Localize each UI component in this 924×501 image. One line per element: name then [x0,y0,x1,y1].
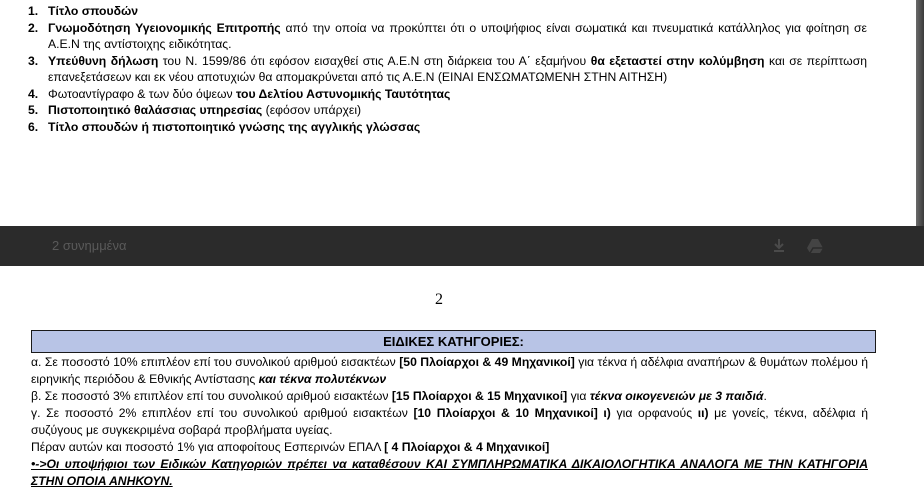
category-paragraph [31,405,868,439]
drive-icon[interactable] [806,237,824,255]
text-run: ιι) [697,406,709,420]
text-run: από την οποία να προκύπτει ότι ο υποψήφιος είναι σωματικά και πνευματικά κατάλληλος για φοίτηση σε Α.Ε.Ν της αντίστοιχης ειδικότητας. [48,20,867,51]
requirement-number: 1. [28,4,39,18]
text-run: [15 Πλοίαρχοι & 15 Μηχανικοί] [391,389,568,403]
text-run: Πιστοποιητικό θαλάσσιας υπηρεσίας [48,103,263,117]
text-run: Τίτλο σπουδών [48,4,139,18]
text-run: γ. Σε ποσοστό 2% επιπλέον επί του συνολικού αριθμού εισακτέων [31,406,414,420]
requirement-item [12,20,867,53]
requirement-number: 2. [28,20,39,35]
special-categories-header: ΕΙΔΙΚΕΣ ΚΑΤΗΓΟΡΙΕΣ: [31,330,876,353]
attachments-label[interactable]: 2 συνημμένα [52,238,127,253]
category-paragraph [31,456,868,490]
text-run: Φωτοαντίγραφο & των δύο όψεων [48,86,236,101]
requirements-list [12,3,867,135]
category-paragraph [31,354,868,388]
attachments-bar [0,226,924,266]
special-categories-body [31,354,868,490]
requirement-item [12,86,867,103]
requirement-number: 4. [28,86,39,101]
text-run: [10 Πλοίαρχοι & 10 Μηχανικοί] [413,406,598,420]
download-icon[interactable] [770,237,788,255]
text-run: και τέκνα πολυτέκνων [258,372,387,386]
text-run: του Ν. 1599/86 ότι εφόσον εισαχθεί στις Α.Ε.Ν στη διάρκεια του Α΄ εξαμήνου [158,53,591,68]
page-shadow [916,0,924,226]
text-run: Γνωμοδότηση Υγειονομικής Επιτροπής [48,20,281,35]
text-run: . [763,389,767,403]
requirement-item [12,102,867,119]
text-run: θα εξεταστεί στην κολύμβηση [590,53,765,68]
text-run: (εφόσον υπάρχει) [262,103,362,117]
text-run: για τέκνα ή αδέλφια αναπήρων & θυμάτων πολέμου ή ειρηνικής περιόδου & Εθνικής Αντίστασης [31,355,869,386]
text-run: •->Οι υποψήφιοι των Ειδικών Κατηγοριών πρέπει να καταθέσουν ΚΑΙ ΣΥΜΠΛΗΡΩΜΑΤΙΚΑ ΔΙΚΑΙΟΛΟΓΗΤΙΚΑ ΑΝΑΛΟΓΑ ΜΕ ΤΗΝ ΚΑΤΗΓΟΡΙΑ ΣΤΗΝ ΟΠΟΙΑ ΑΝΗΚΟΥΝ. [31,457,868,488]
text-run: [50 Πλοίαρχοι & 49 Μηχανικοί] [399,355,575,369]
text-run: για [567,389,590,403]
text-run: τέκνα οικογενειών με 3 παιδιά [589,389,764,403]
document-page-top [0,0,916,226]
requirement-item [12,3,867,20]
text-run: α. Σε ποσοστό 10% επιπλέον επί του συνολικού αριθμού εισακτέων [31,355,400,369]
requirement-item [12,53,867,86]
text-run: ι) [603,406,611,420]
requirement-item [12,119,867,136]
requirement-number: 3. [28,53,39,68]
text-run: Τίτλο σπουδών ή πιστοποιητικό γνώσης της αγγλικής γλώσσας [48,119,421,134]
page-number: 2 [435,291,443,308]
text-run: και σε περίπτωση επανεξετάσεων και εκ νέου αποτυχιών θα απομακρύνεται από τις Α.Ε.Ν (ΕΙΝΑΙ ΕΝΣΩΜΑΤΩΜΕΝΗ ΣΤΗΝ ΑΙΤΗΣΗ) [48,53,867,84]
requirement-number: 6. [28,119,39,134]
category-paragraph [31,439,868,456]
text-run: β. Σε ποσοστό 3% επιπλέον επί του συνολικού αριθμού εισακτέων [31,389,392,403]
category-paragraph [31,388,868,405]
text-run: Υπεύθυνη δήλωση [48,53,159,68]
text-run: [ 4 Πλοίαρχοι & 4 Μηχανικοί] [384,440,550,454]
text-run: για ορφανούς [610,406,698,420]
text-run: Πέραν αυτών και ποσοστό 1% για αποφοίτους Εσπερινών ΕΠΑΛ [31,440,385,454]
text-run: του Δελτίου Αστυνομικής Ταυτότητας [235,86,451,101]
text-run: με γονείς, τέκνα, αδέλφια ή συζύγους με συγκεκριμένα σοβαρά προβλήματα υγείας. [31,406,868,437]
requirement-number: 5. [28,103,39,117]
